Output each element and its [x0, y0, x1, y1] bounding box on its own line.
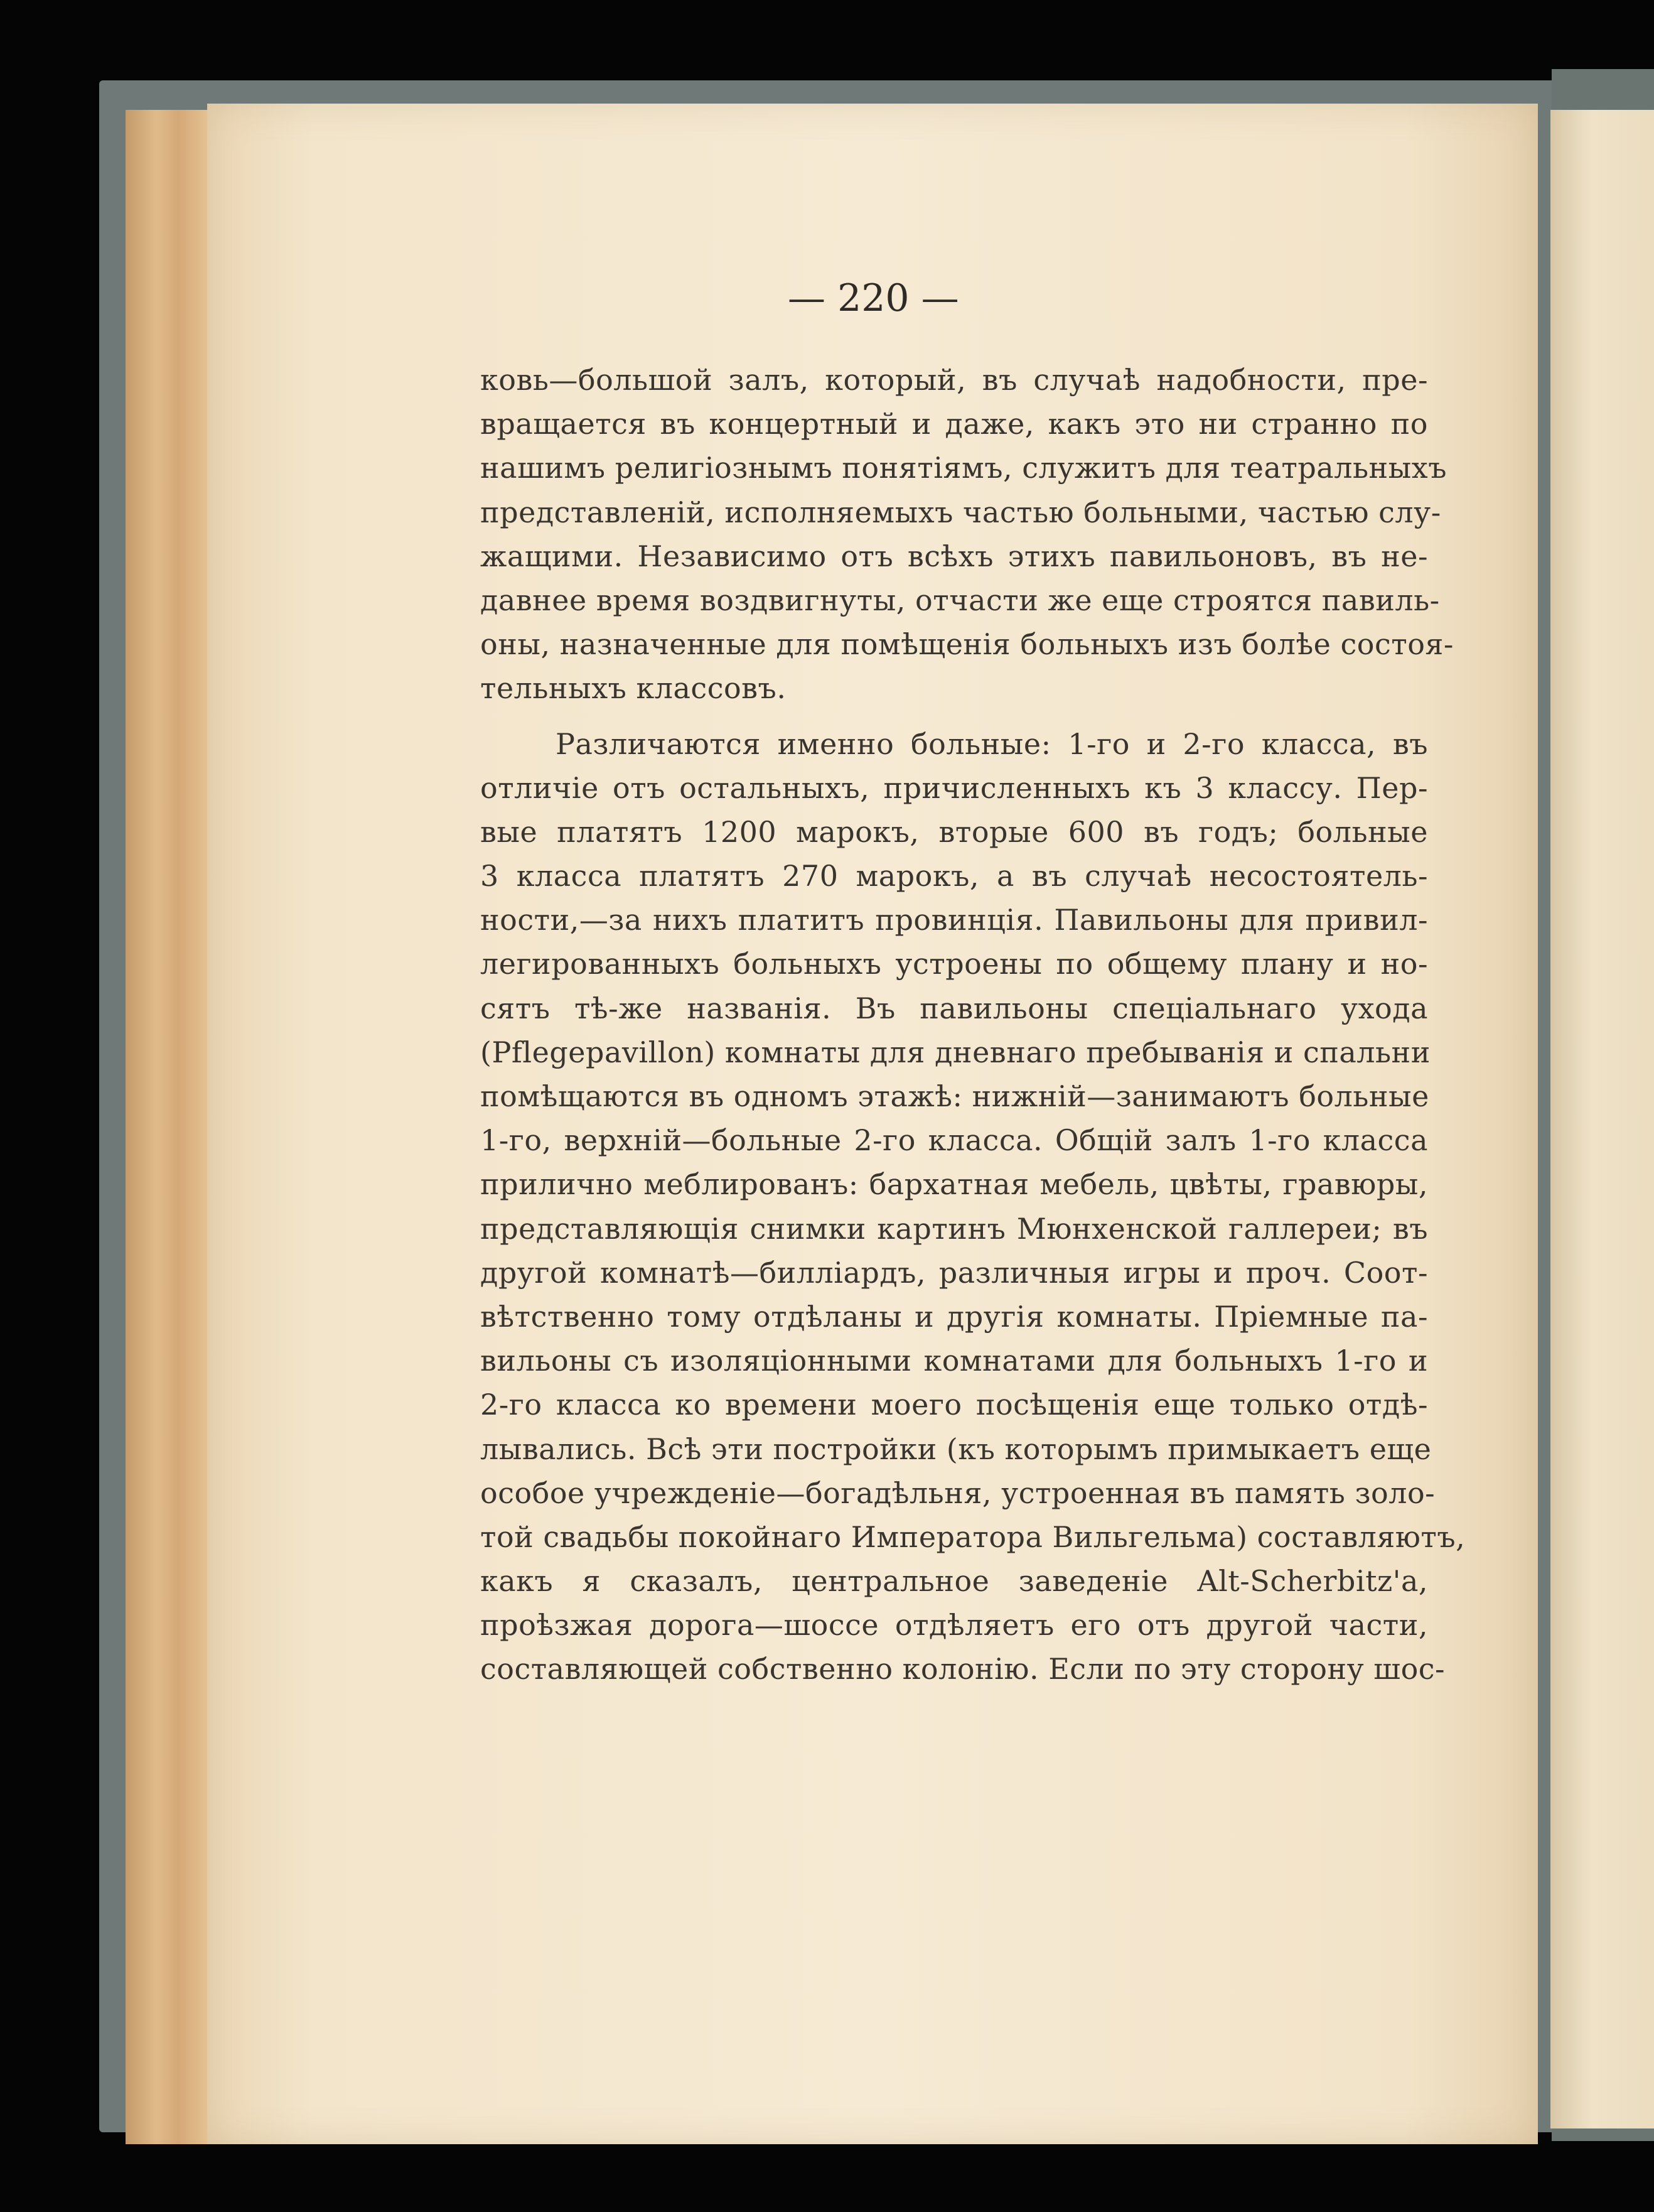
text-line: вѣтственно тому отдѣланы и другія комнаты. Пріемные па-: [480, 1299, 1428, 1334]
body-text: [480, 358, 1466, 1691]
text-line: прилично меблированъ: бархатная мебель, цвѣты, гравюры,: [480, 1167, 1428, 1202]
paragraph-start-line: Различаются именно больные: 1-го и 2-го класса, въ: [556, 726, 1428, 761]
text-line: другой комнатѣ—билліардъ, различныя игры и проч. Соот-: [480, 1255, 1428, 1290]
text-line: жащими. Независимо отъ всѣхъ этихъ павильоновъ, въ не-: [480, 539, 1428, 573]
text-line: сятъ тѣ-же названія. Въ павильоны спеціальнаго ухода: [480, 991, 1428, 1025]
text-line: вильоны съ изоляціонными комнатами для больныхъ 1-го и: [480, 1344, 1428, 1378]
text-line: представляющія снимки картинъ Мюнхенской галлереи; въ: [480, 1211, 1428, 1246]
text-line: какъ я сказалъ, центральное заведеніе Alt-Scherbitz'a,: [480, 1564, 1428, 1599]
text-line: нашимъ религіознымъ понятіямъ, служитъ для театральныхъ: [480, 451, 1447, 485]
facing-page: [1550, 110, 1654, 2128]
text-line: давнее время воздвигнуты, отчасти же еще строятся павиль-: [480, 583, 1440, 617]
text-line: отличіе отъ остальныхъ, причисленныхъ къ 3 классу. Пер-: [480, 770, 1428, 805]
text-line: легированныхъ больныхъ устроены по общему плану и но-: [480, 947, 1428, 981]
text-line: составляющей собственно колонію. Если по эту сторону шос-: [480, 1652, 1446, 1686]
text-line: 2-го класса ко времени моего посѣщенія еще только отдѣ-: [480, 1388, 1428, 1422]
text-line: вые платятъ 1200 марокъ, вторые 600 въ годъ; больные: [480, 814, 1428, 849]
page-number: — 220 —: [788, 276, 959, 320]
text-line: ности,—за нихъ платитъ провинція. Павильоны для привил-: [480, 903, 1428, 937]
text-line: оны, назначенные для помѣщенія больныхъ изъ болѣе состоя-: [480, 627, 1454, 662]
text-line: 3 класса платятъ 270 марокъ, а въ случаѣ несостоятель-: [480, 859, 1428, 893]
text-line: вращается въ концертный и даже, какъ это ни странно по: [480, 407, 1428, 441]
text-line: проѣзжая дорога—шоссе отдѣляетъ его отъ другой части,: [480, 1608, 1428, 1643]
text-line: помѣщаются въ одномъ этажѣ: нижній—занимаютъ больные: [480, 1079, 1429, 1113]
text-line: ковь—большой залъ, который, въ случаѣ надобности, пре-: [480, 363, 1428, 397]
text-line: лывались. Всѣ эти постройки (къ которымъ примыкаетъ еще: [480, 1432, 1432, 1466]
page-edges: [126, 110, 213, 2144]
text-line: особое учрежденіе—богадѣльня, устроенная въ память золо-: [480, 1476, 1436, 1510]
text-line: той свадьбы покойнаго Императора Вильгельма) составляютъ,: [480, 1519, 1466, 1554]
text-line: (Pflegepavillon) комнаты для дневнаго пребыванія и спальни: [480, 1035, 1431, 1069]
text-line: тельныхъ классовъ.: [480, 671, 787, 706]
text-line: представленій, исполняемыхъ частью больными, частью слу-: [480, 495, 1441, 529]
text-line: 1-го, верхній—больные 2-го класса. Общій залъ 1-го класса: [480, 1123, 1428, 1158]
